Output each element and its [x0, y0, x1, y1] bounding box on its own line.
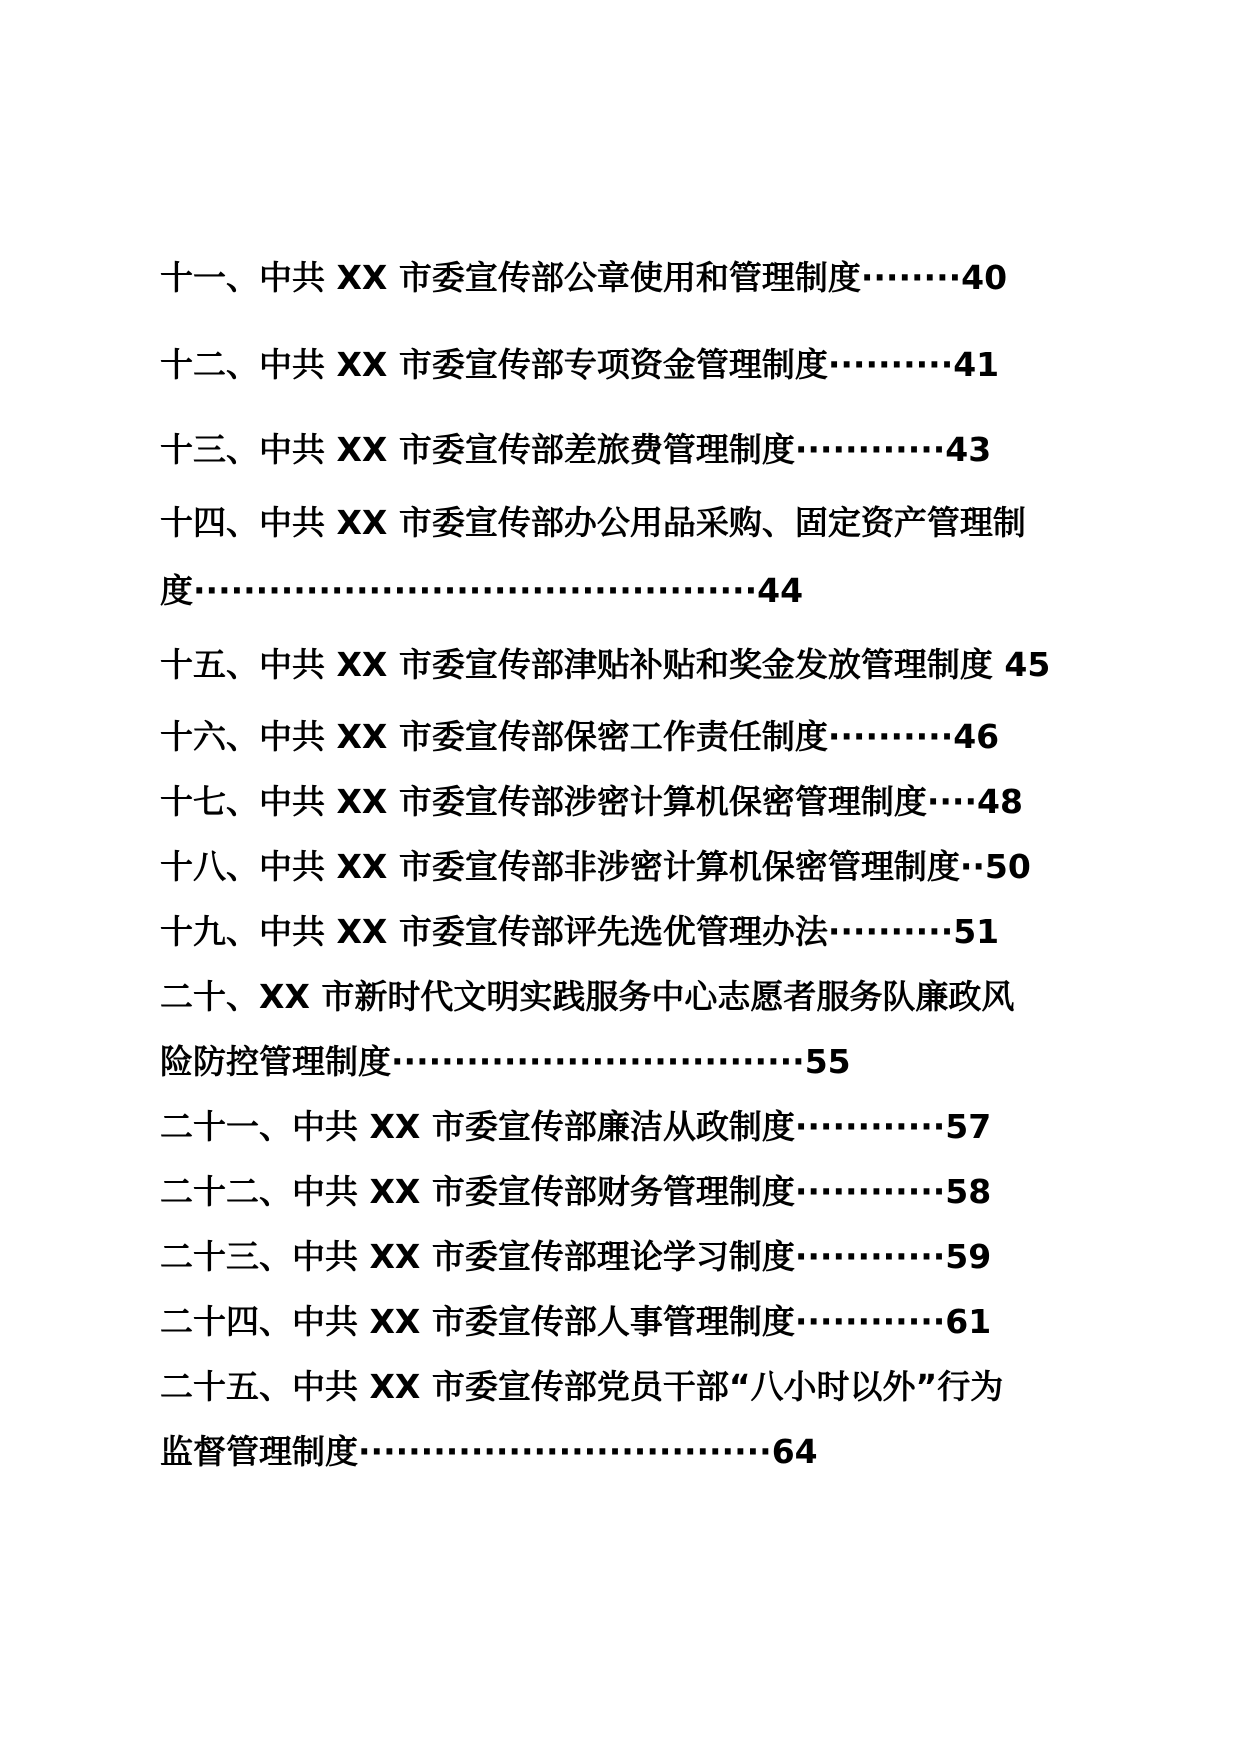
toc-entry-23: 二十三、中共 XX 市委宣传部理论学习制度············59 [160, 1237, 992, 1276]
toc-entry-14-continued: 度·············································44 [160, 571, 804, 610]
toc-entry-22: 二十二、中共 XX 市委宣传部财务管理制度············58 [160, 1172, 992, 1211]
toc-entry-25: 二十五、中共 XX 市委宣传部党员干部“八小时以外”行为 [160, 1367, 1004, 1406]
toc-entry-18: 十八、中共 XX 市委宣传部非涉密计算机保密管理制度··50 [160, 847, 1031, 886]
toc-entry-24: 二十四、中共 XX 市委宣传部人事管理制度············61 [160, 1302, 992, 1341]
toc-entry-11: 十一、中共 XX 市委宣传部公章使用和管理制度········40 [160, 258, 1008, 297]
toc-entry-19: 十九、中共 XX 市委宣传部评先选优管理办法··········51 [160, 912, 1000, 951]
toc-entry-20: 二十、XX 市新时代文明实践服务中心志愿者服务队廉政风 [160, 977, 1015, 1016]
toc-entry-13: 十三、中共 XX 市委宣传部差旅费管理制度············43 [160, 430, 992, 469]
toc-entry-15: 十五、中共 XX 市委宣传部津贴补贴和奖金发放管理制度 45 [160, 645, 1051, 684]
toc-entry-20-continued: 险防控管理制度·································55 [160, 1042, 851, 1081]
toc-entry-21: 二十一、中共 XX 市委宣传部廉洁从政制度············57 [160, 1107, 992, 1146]
toc-entry-14: 十四、中共 XX 市委宣传部办公用品采购、固定资产管理制 [160, 503, 1026, 542]
toc-entry-12: 十二、中共 XX 市委宣传部专项资金管理制度··········41 [160, 345, 1000, 384]
toc-entry-17: 十七、中共 XX 市委宣传部涉密计算机保密管理制度····48 [160, 782, 1023, 821]
toc-entry-16: 十六、中共 XX 市委宣传部保密工作责任制度··········46 [160, 717, 1000, 756]
toc-entry-25-continued: 监督管理制度·································64 [160, 1432, 818, 1471]
